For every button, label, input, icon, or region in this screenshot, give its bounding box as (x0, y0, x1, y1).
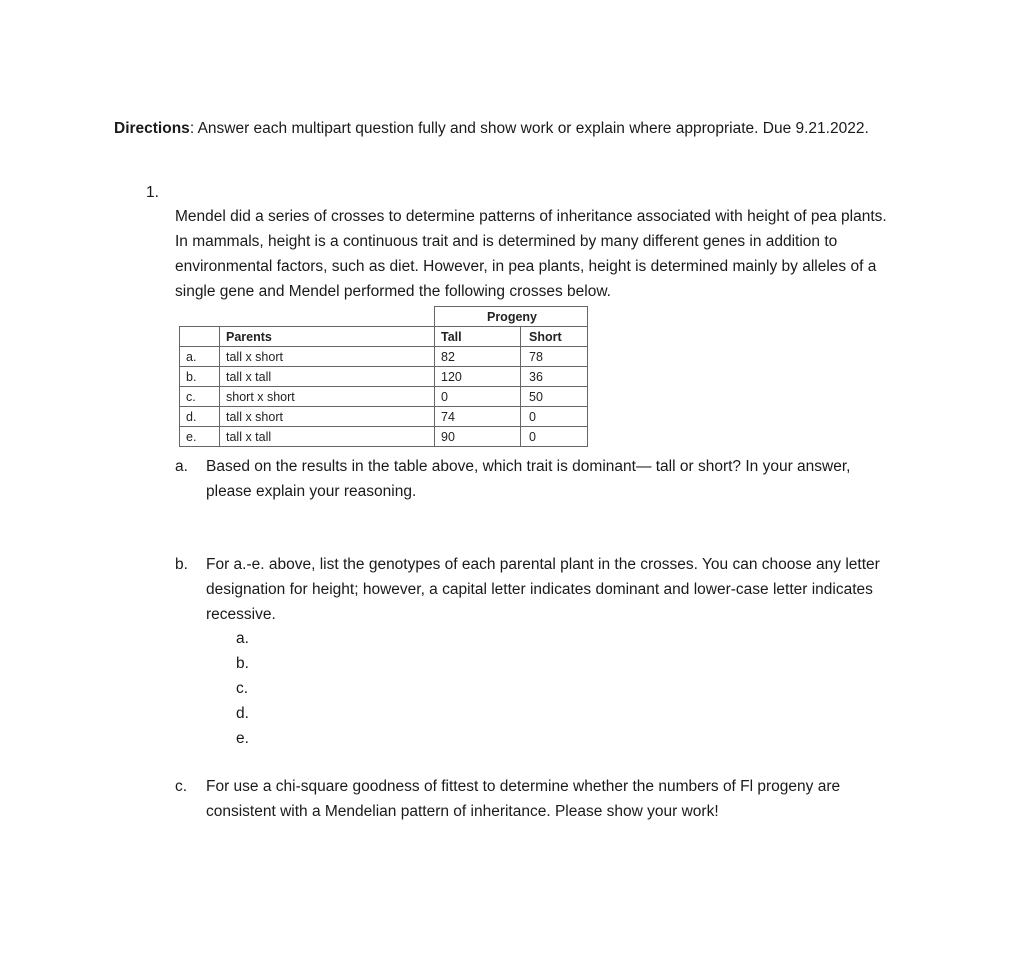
tall-header: Tall (435, 327, 521, 347)
crosses-table-container (179, 306, 588, 447)
part-c-letter: c. (175, 778, 188, 795)
row-short: 0 (521, 407, 588, 427)
row-short: 36 (521, 367, 588, 387)
parents-header: Parents (220, 327, 435, 347)
row-tall: 0 (435, 387, 521, 407)
table-row (180, 387, 588, 407)
row-letter: d. (180, 407, 220, 427)
table-row (180, 367, 588, 387)
table-header-row (180, 327, 588, 347)
row-tall: 120 (435, 367, 521, 387)
directions-label: Directions (114, 120, 190, 137)
directions-paragraph (114, 116, 894, 141)
question-intro: Mendel did a series of crosses to determine patterns of inheritance associated with height of pea plants. In mammals, height is a continuous trait and is determined by many different genes in addition to environmental factors, such as diet. However, in pea plants, height is determined mainly by alleles of a single gene and Mendel performed the following crosses below. (175, 208, 887, 300)
row-short: 78 (521, 347, 588, 367)
row-parents: tall x short (220, 407, 435, 427)
table-row (180, 407, 588, 427)
row-letter: c. (180, 387, 220, 407)
list-item: b. (236, 655, 249, 672)
list-item: a. (236, 630, 249, 647)
short-header: Short (521, 327, 588, 347)
part-a-letter: a. (175, 458, 188, 475)
table-row (180, 347, 588, 367)
row-parents: tall x tall (220, 367, 435, 387)
row-tall: 90 (435, 427, 521, 447)
row-short: 50 (521, 387, 588, 407)
genotype-answer-list (236, 626, 249, 751)
row-parents: tall x tall (220, 427, 435, 447)
row-parents: tall x short (220, 347, 435, 367)
list-item: e. (236, 730, 249, 747)
list-item: c. (236, 680, 249, 697)
table-row (180, 427, 588, 447)
row-letter: b. (180, 367, 220, 387)
question-number: 1. (146, 184, 159, 201)
part-b-letter: b. (175, 556, 188, 573)
crosses-table (179, 306, 588, 447)
part-c-text: For use a chi-square goodness of fittest to determine whether the numbers of Fl progeny are consistent with a Mendelian pattern of inheritance. Please show your work! (206, 778, 841, 820)
progeny-header: Progeny (435, 307, 588, 327)
row-parents: short x short (220, 387, 435, 407)
row-letter: a. (180, 347, 220, 367)
row-letter: e. (180, 427, 220, 447)
table-progeny-header-row (180, 307, 588, 327)
part-b-text: For a.-e. above, list the genotypes of each parental plant in the crosses. You can choose any letter designation for height; however, a capital letter indicates dominant and lower-case letter indicates recessive. (206, 556, 880, 623)
directions-text: : Answer each multipart question fully and show work or explain where appropriate. Due 9.21.2022. (189, 120, 869, 137)
row-short: 0 (521, 427, 588, 447)
row-tall: 74 (435, 407, 521, 427)
header-letter-cell (180, 327, 220, 347)
row-tall: 82 (435, 347, 521, 367)
list-item: d. (236, 705, 249, 722)
part-a-text: Based on the results in the table above, which trait is dominant— tall or short? In your answer, please explain your reasoning. (206, 458, 851, 500)
